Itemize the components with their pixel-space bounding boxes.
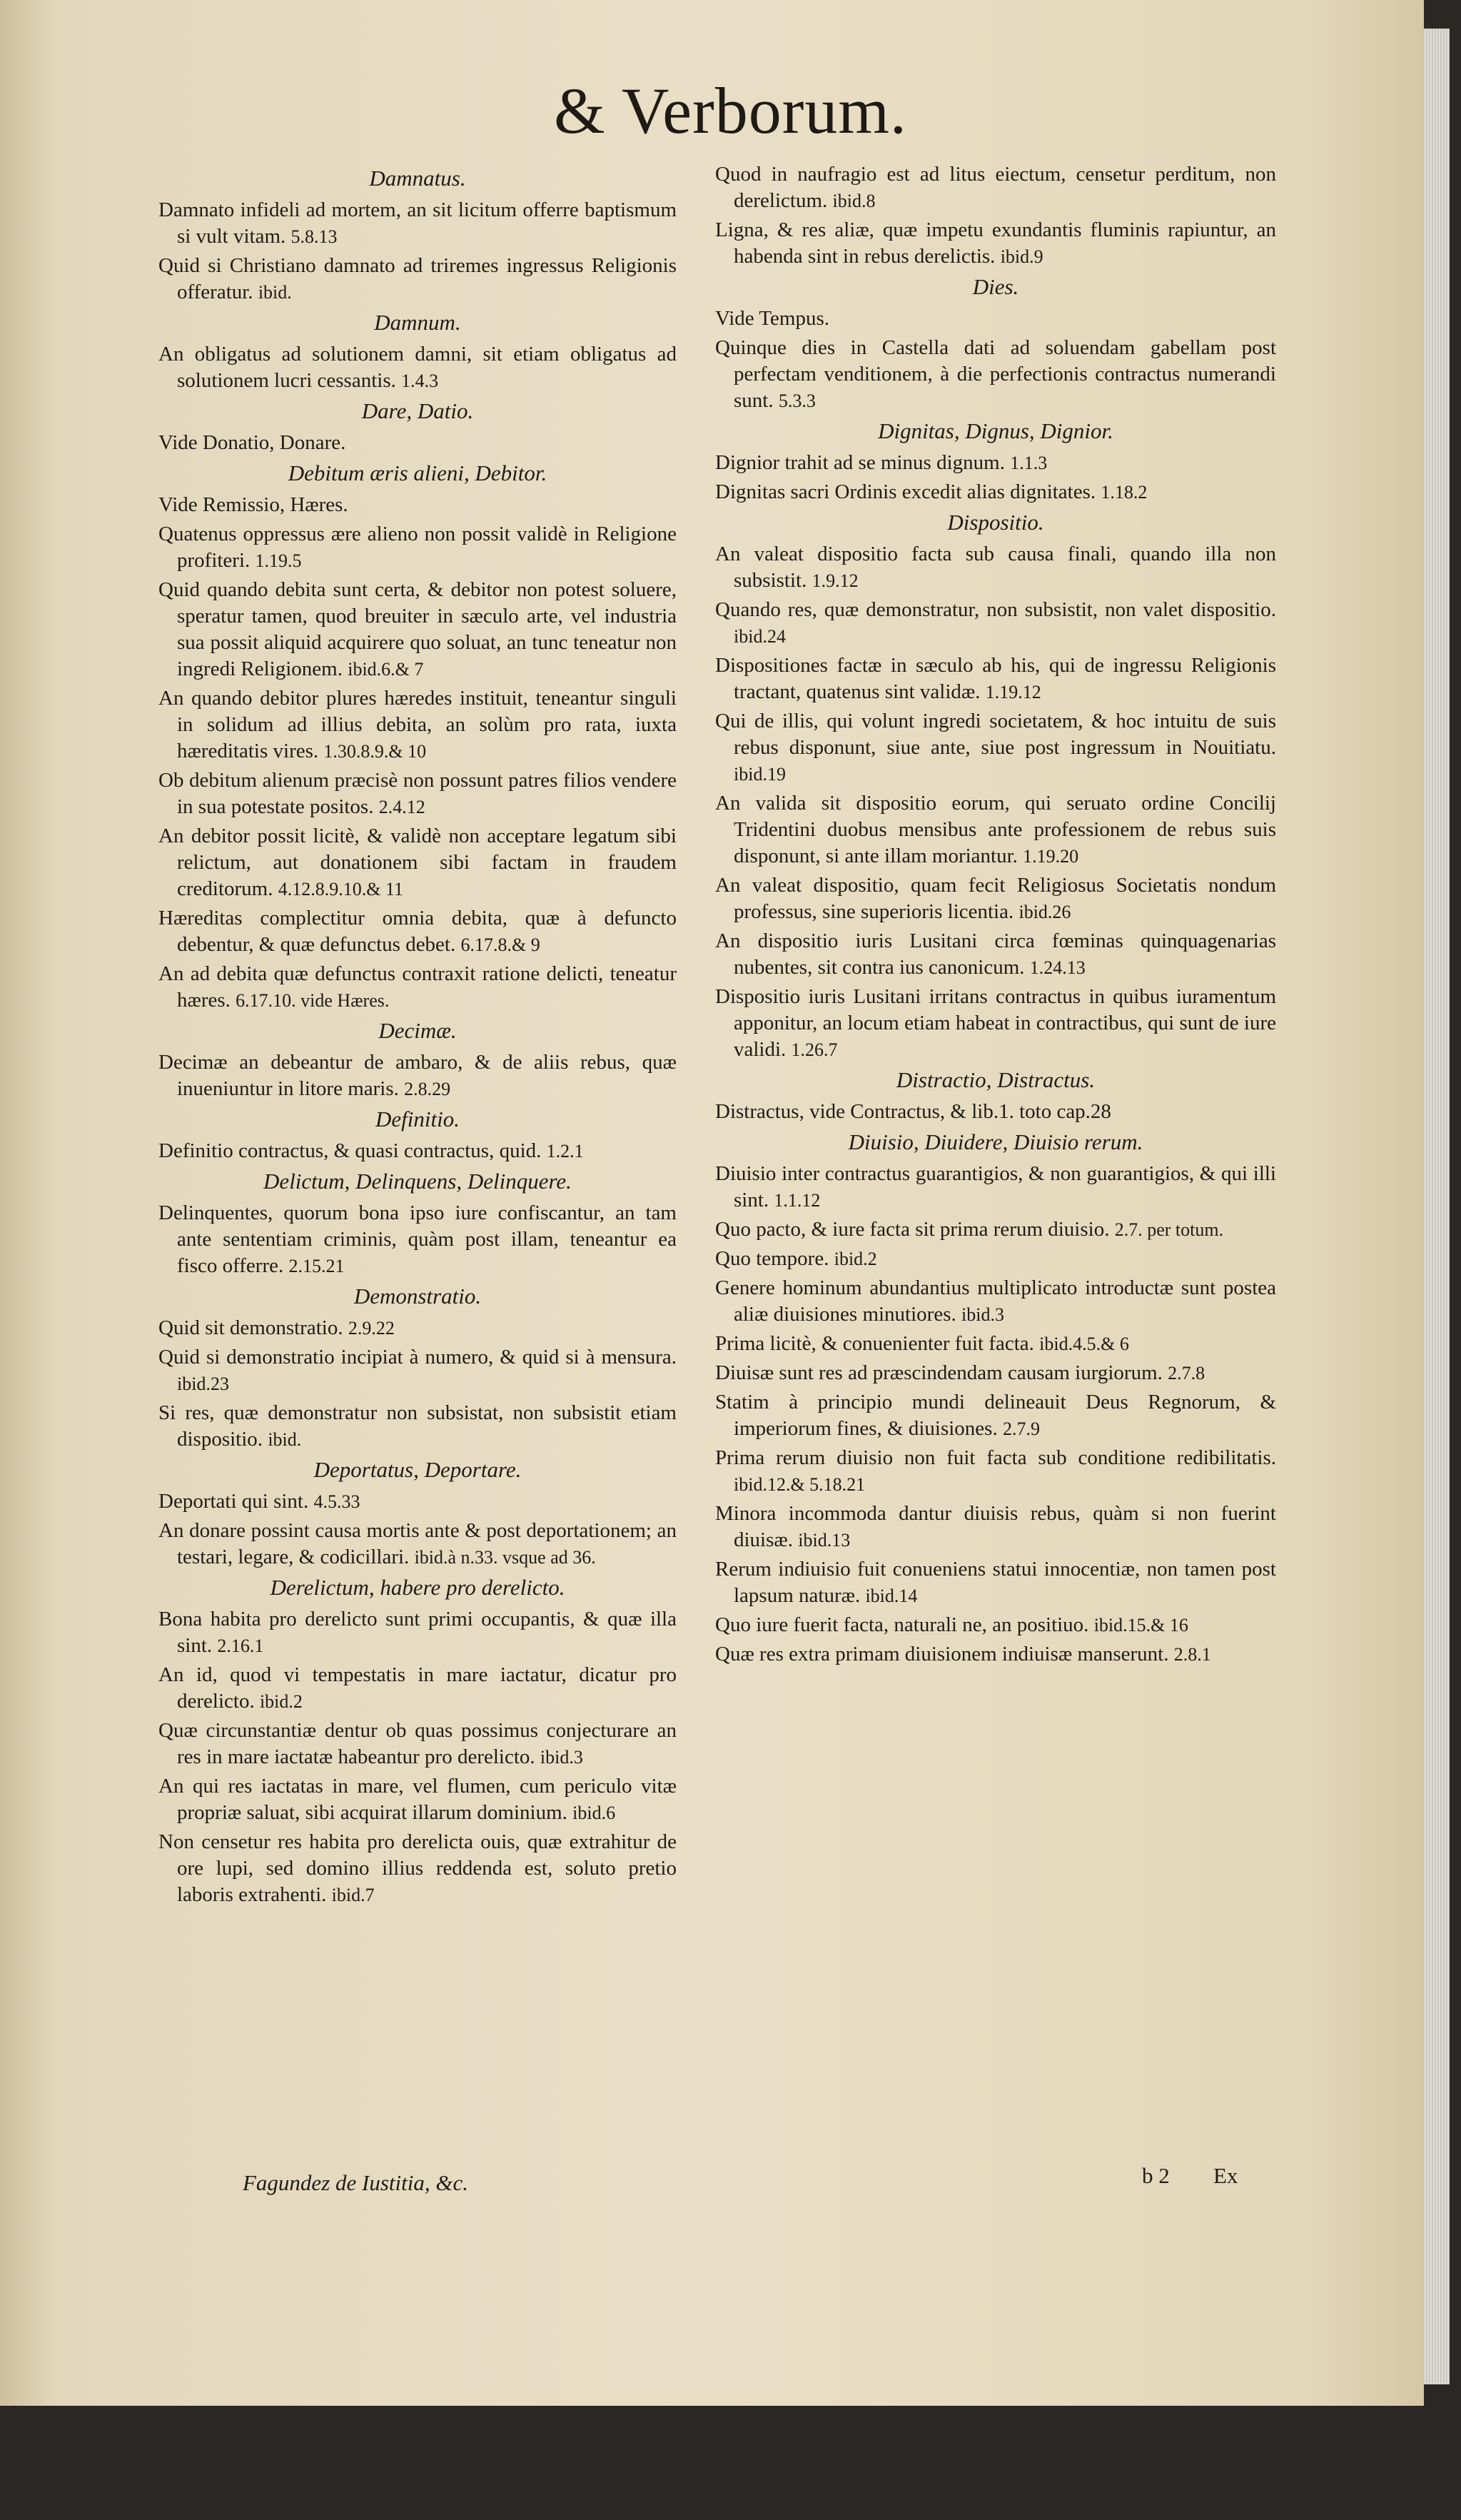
entry-reference: 1.30.8.9.& 10 xyxy=(323,741,427,762)
entry-reference: ibid.6.& 7 xyxy=(348,659,424,680)
entry-reference: 1.19.20 xyxy=(1023,846,1079,867)
entry-text: An qui res iactatas in mare, vel flumen, cum periculo vitæ propriæ saluat, sibi acquirat illarum dominium. xyxy=(158,1775,677,1824)
index-heading: Dignitas, Dignus, Dignior. xyxy=(878,418,1113,443)
entry-text: Vide Donatio, Donare. xyxy=(158,431,346,454)
index-entry xyxy=(158,1200,677,1279)
catchword: Ex xyxy=(1213,2163,1238,2188)
entry-reference: ibid.23 xyxy=(177,1374,229,1394)
entry-reference: 2.7.9 xyxy=(1002,1418,1040,1439)
entry-reference: ibid.3 xyxy=(961,1304,1004,1325)
index-entry xyxy=(158,1344,677,1397)
index-entry xyxy=(158,253,677,306)
index-heading: Definitio. xyxy=(375,1107,460,1132)
signature-mark: b 2 xyxy=(1142,2163,1170,2188)
entry-reference: ibid.15.& 16 xyxy=(1093,1615,1188,1636)
entry-text: Dispositio iuris Lusitani irritans contractus in quibus iuramentum apponitur, an locum etiam habeat in contractibus, qui sunt de iure validi. xyxy=(715,985,1276,1061)
index-entry xyxy=(158,492,677,518)
entry-reference: 1.26.7 xyxy=(791,1039,838,1060)
index-entry xyxy=(715,928,1276,981)
entry-text: Deportati qui sint. xyxy=(158,1490,309,1513)
entry-text: An valida sit dispositio eorum, qui seruato ordine Concilij Tridentini duobus mensibus ante professionem de rebus suis disponunt, si ante illam moriantur. xyxy=(715,792,1276,867)
entry-reference: ibid.4.5.& 6 xyxy=(1039,1334,1129,1354)
entry-text: An quando debitor plures hæredes instituit, teneantur singuli in solidum ad illius debita, an solùm pro rata, iuxta hæreditatis vires. xyxy=(158,687,677,762)
entry-text: Quid si Christiano damnato ad triremes ingressus Religionis offeratur. xyxy=(158,254,677,303)
entry-reference: 6.17.10. vide Hæres. xyxy=(236,990,390,1011)
entry-text: Minora incommoda dantur diuisis rebus, quàm si non fuerint diuisæ. xyxy=(715,1502,1276,1551)
entry-reference: ibid.12.& 5.18.21 xyxy=(734,1474,866,1495)
index-entry xyxy=(158,341,677,394)
index-entry xyxy=(158,1315,677,1341)
entry-text: Quæ res extra primam diuisionem indiuisæ manserunt. xyxy=(715,1643,1169,1665)
entry-reference: ibid.2 xyxy=(834,1249,877,1269)
index-heading: Dies. xyxy=(972,274,1019,299)
entry-text: Quid quando debita sunt certa, & debitor non potest soluere, speratur tamen, quod breuiter in sæculo arte, vel industria sua possit aliquid acquirere quo soluat, an tunc teneatur non ingredi Religionem. xyxy=(158,578,677,680)
index-entry xyxy=(715,1246,1276,1272)
index-entry xyxy=(715,1389,1276,1442)
entry-text: Genere hominum abundantius multiplicato introductæ sunt postea aliæ diuisiones minutiores. xyxy=(715,1276,1276,1326)
entry-reference: 2.8.1 xyxy=(1173,1644,1211,1665)
entry-reference: ibid.3 xyxy=(540,1747,583,1768)
entry-text: Quid sit demonstratio. xyxy=(158,1316,343,1339)
entry-reference: 2.7. per totum. xyxy=(1114,1219,1224,1240)
entry-text: Decimæ an debeantur de ambaro, & de aliis rebus, quæ inueniuntur in litore maris. xyxy=(158,1051,677,1100)
entry-reference: ibid.2 xyxy=(259,1691,303,1712)
entry-text: An obligatus ad solutionem damni, sit etiam obligatus ad solutionem lucri cessantis. xyxy=(158,343,677,392)
entry-reference: 5.8.13 xyxy=(290,226,338,247)
index-entry xyxy=(158,1400,677,1453)
entry-reference: 2.15.21 xyxy=(288,1256,345,1276)
entry-reference: 4.5.33 xyxy=(313,1491,360,1512)
index-heading: Demonstratio. xyxy=(353,1284,482,1309)
index-entry xyxy=(158,430,677,456)
index-entry xyxy=(715,161,1276,214)
entry-reference: ibid.6 xyxy=(572,1803,616,1823)
entry-text: Ob debitum alienum præcisè non possunt patres filios vendere in sua potestate positos. xyxy=(158,769,677,818)
entry-text: Bona habita pro derelicto sunt primi occupantis, & quæ illa sint. xyxy=(158,1608,677,1657)
entry-text: Quatenus oppressus ære alieno non possit validè in Religione profiteri. xyxy=(158,523,677,572)
index-entry xyxy=(715,708,1276,787)
entry-reference: 2.7.8 xyxy=(1168,1363,1205,1384)
entry-text: Quæ circunstantiæ dentur ob quas possimus conjecturare an res in mare iactatæ habeantur pro derelicto. xyxy=(158,1719,677,1768)
index-entry xyxy=(715,541,1276,594)
entry-reference: 1.4.3 xyxy=(401,371,439,391)
index-entry xyxy=(158,1049,677,1102)
entry-text: An dispositio iuris Lusitani circa fœminas quinquagenarias nubentes, sit contra ius canonicum. xyxy=(715,929,1276,979)
entry-text: Quando res, quæ demonstratur, non subsistit, non valet dispositio. xyxy=(715,598,1276,621)
index-entry xyxy=(715,1099,1276,1125)
index-entry xyxy=(158,1518,677,1571)
entry-reference: ibid. xyxy=(268,1429,302,1450)
entry-text: Qui de illis, qui volunt ingredi societatem, & hoc intuitu de suis rebus disponunt, siue ante, siue post ingressum in Nouitiatu. xyxy=(715,710,1276,759)
entry-reference: ibid. xyxy=(258,282,292,303)
index-entry xyxy=(715,1360,1276,1386)
index-entry xyxy=(715,1501,1276,1553)
entry-text: An id, quod vi tempestatis in mare iactatur, dicatur pro derelicto. xyxy=(158,1663,677,1713)
index-heading: Dispositio. xyxy=(947,510,1044,535)
index-entry xyxy=(715,872,1276,925)
page-fore-edge xyxy=(1424,29,1450,2384)
index-heading: Diuisio, Diuidere, Diuisio rerum. xyxy=(848,1129,1143,1154)
entry-reference: 2.9.22 xyxy=(348,1318,395,1339)
index-entry xyxy=(158,1773,677,1826)
index-heading: Distractio, Distractus. xyxy=(896,1067,1096,1092)
entry-text: Quo pacto, & iure facta sit prima rerum diuisio. xyxy=(715,1218,1110,1241)
entry-text: Quinque dies in Castella dati ad soluendam gabellam post perfectam venditionem, à die perfectionis contractus numerandi sunt. xyxy=(715,336,1276,412)
index-entry xyxy=(715,984,1276,1063)
entry-reference: ibid.14 xyxy=(865,1586,918,1606)
index-heading: Damnatus. xyxy=(369,166,466,191)
left-column xyxy=(158,161,677,1911)
entry-text: Si res, quæ demonstratur non subsistat, non subsistit etiam dispositio. xyxy=(158,1401,677,1451)
index-entry xyxy=(715,790,1276,870)
entry-reference: ibid.26 xyxy=(1018,902,1071,922)
entry-reference: ibid.13 xyxy=(798,1530,851,1551)
entry-text: Delinquentes, quorum bona ipso iure confiscantur, an tam ante sententiam criminis, quàm post illam, teneantur ea fisco offerre. xyxy=(158,1201,677,1277)
page-header: & Verborum. xyxy=(554,74,907,147)
entry-reference: 2.16.1 xyxy=(217,1636,264,1656)
index-entry xyxy=(715,1331,1276,1357)
index-entry xyxy=(715,652,1276,705)
entry-text: An valeat dispositio facta sub causa finali, quando illa non subsistit. xyxy=(715,543,1276,592)
index-entry xyxy=(158,197,677,250)
entry-text: Statim à principio mundi delineauit Deus Regnorum, & imperiorum fines, & diuisiones. xyxy=(715,1391,1276,1440)
entry-reference: 1.1.3 xyxy=(1010,453,1048,473)
index-entry xyxy=(158,1606,677,1659)
entry-reference: 6.17.8.& 9 xyxy=(460,934,540,955)
entry-text: An valeat dispositio, quam fecit Religiosus Societatis nondum professus, sine superioris licentia. xyxy=(715,874,1276,923)
entry-reference: 1.24.13 xyxy=(1029,957,1086,978)
entry-text: Diuisio inter contractus guarantigios, & non guarantigios, & qui illi sint. xyxy=(715,1162,1276,1211)
entry-text: Diuisæ sunt res ad præscindendam causam iurgiorum. xyxy=(715,1361,1163,1384)
index-entry xyxy=(158,1488,677,1515)
index-heading: Dare, Datio. xyxy=(361,398,474,423)
index-entry xyxy=(715,597,1276,650)
entry-text: Rerum indiuisio fuit conueniens statui innocentiæ, non tamen post lapsum naturæ. xyxy=(715,1558,1276,1607)
index-heading: Decimæ. xyxy=(378,1018,457,1043)
index-entry xyxy=(158,905,677,958)
running-title: Fagundez de Iustitia, &c. xyxy=(243,2170,468,2195)
index-heading: Deportatus, Deportare. xyxy=(313,1457,522,1482)
index-entry xyxy=(158,685,677,765)
index-entry xyxy=(715,1216,1276,1243)
entry-reference: 1.2.1 xyxy=(546,1141,584,1161)
index-entry xyxy=(158,767,677,820)
entry-text: Prima licitè, & conuenienter fuit facta. xyxy=(715,1332,1034,1355)
entry-text: Vide Tempus. xyxy=(715,307,830,330)
entry-text: Damnato infideli ad mortem, an sit licitum offerre baptismum si vult vitam. xyxy=(158,198,677,248)
index-heading: Damnum. xyxy=(374,310,461,335)
entry-reference: ibid.24 xyxy=(734,626,786,647)
entry-reference: 1.19.12 xyxy=(985,682,1041,702)
entry-text: An debitor possit licitè, & validè non acceptare legatum sibi relictum, aut donationem sibi factam in fraudem creditorum. xyxy=(158,825,677,900)
index-entry xyxy=(715,1641,1276,1668)
index-entry xyxy=(158,961,677,1014)
entry-text: Dignitas sacri Ordinis excedit alias dignitates. xyxy=(715,480,1096,503)
entry-reference: 2.4.12 xyxy=(378,797,425,817)
index-entry xyxy=(715,1161,1276,1214)
index-entry xyxy=(158,577,677,682)
entry-text: Vide Remissio, Hæres. xyxy=(158,493,348,516)
entry-reference: 1.1.12 xyxy=(774,1190,821,1211)
entry-reference: 1.18.2 xyxy=(1101,482,1148,503)
index-heading: Derelictum, habere pro derelicto. xyxy=(270,1575,565,1600)
index-entry xyxy=(715,479,1276,505)
entry-reference: 1.9.12 xyxy=(812,570,859,591)
entry-text: Dispositiones factæ in sæculo ab his, qui de ingressu Religionis tractant, quatenus sint validæ. xyxy=(715,654,1276,703)
entry-text: An donare possint causa mortis ante & post deportationem; an testari, legare, & codicillari. xyxy=(158,1519,677,1568)
index-entry xyxy=(158,521,677,574)
entry-reference: 1.19.5 xyxy=(255,550,302,571)
index-entry xyxy=(715,1445,1276,1498)
entry-text: Prima rerum diuisio non fuit facta sub conditione redibilitatis. xyxy=(715,1446,1276,1469)
index-heading: Debitum æris alieni, Debitor. xyxy=(288,460,547,485)
entry-reference: 4.12.8.9.10.& 11 xyxy=(278,879,403,899)
entry-reference: 2.8.29 xyxy=(404,1079,451,1099)
index-entry xyxy=(158,1138,677,1164)
entry-text: Hæreditas complectitur omnia debita, quæ à defuncto debentur, & quæ defunctus debet. xyxy=(158,907,677,956)
index-entry xyxy=(715,1275,1276,1328)
entry-text: Quo tempore. xyxy=(715,1247,829,1270)
entry-reference: ibid.7 xyxy=(331,1885,375,1905)
entry-text: Non censetur res habita pro derelicta ouis, quæ extrahitur de ore lupi, sed domino illius reddenda est, soluto pretio laboris extrahenti. xyxy=(158,1830,677,1906)
entry-reference: ibid.19 xyxy=(734,764,786,785)
index-heading: Delictum, Delinquens, Delinquere. xyxy=(263,1169,572,1194)
entry-reference: ibid.9 xyxy=(1000,246,1043,267)
entry-reference: ibid.8 xyxy=(832,191,876,211)
entry-reference: 5.3.3 xyxy=(778,390,816,411)
entry-text: Dignior trahit ad se minus dignum. xyxy=(715,451,1005,474)
index-entry xyxy=(715,1612,1276,1638)
entry-text: An ad debita quæ defunctus contraxit ratione delicti, teneatur hæres. xyxy=(158,962,677,1012)
index-entry xyxy=(715,335,1276,414)
right-column xyxy=(715,161,1276,1670)
entry-text: Quid si demonstratio incipiat à numero, & quid si à mensura. xyxy=(158,1346,677,1369)
entry-reference: ibid.à n.33. vsque ad 36. xyxy=(414,1547,596,1568)
entry-text: Distractus, vide Contractus, & lib.1. toto cap.28 xyxy=(715,1100,1111,1123)
index-entry xyxy=(715,217,1276,270)
index-entry xyxy=(158,823,677,902)
entry-text: Quo iure fuerit facta, naturali ne, an positiuo. xyxy=(715,1613,1089,1636)
index-entry xyxy=(715,1556,1276,1609)
index-entry xyxy=(158,1662,677,1715)
index-entry xyxy=(158,1718,677,1770)
entry-text: Quod in naufragio est ad litus eiectum, censetur perditum, non derelictum. xyxy=(715,163,1276,212)
entry-text: Definitio contractus, & quasi contractus, quid. xyxy=(158,1139,542,1162)
index-entry xyxy=(715,450,1276,476)
entry-text: Ligna, & res aliæ, quæ impetu exundantis fluminis rapiuntur, an habenda sint in rebus derelictis. xyxy=(715,218,1276,268)
index-entry xyxy=(715,306,1276,332)
index-entry xyxy=(158,1829,677,1908)
